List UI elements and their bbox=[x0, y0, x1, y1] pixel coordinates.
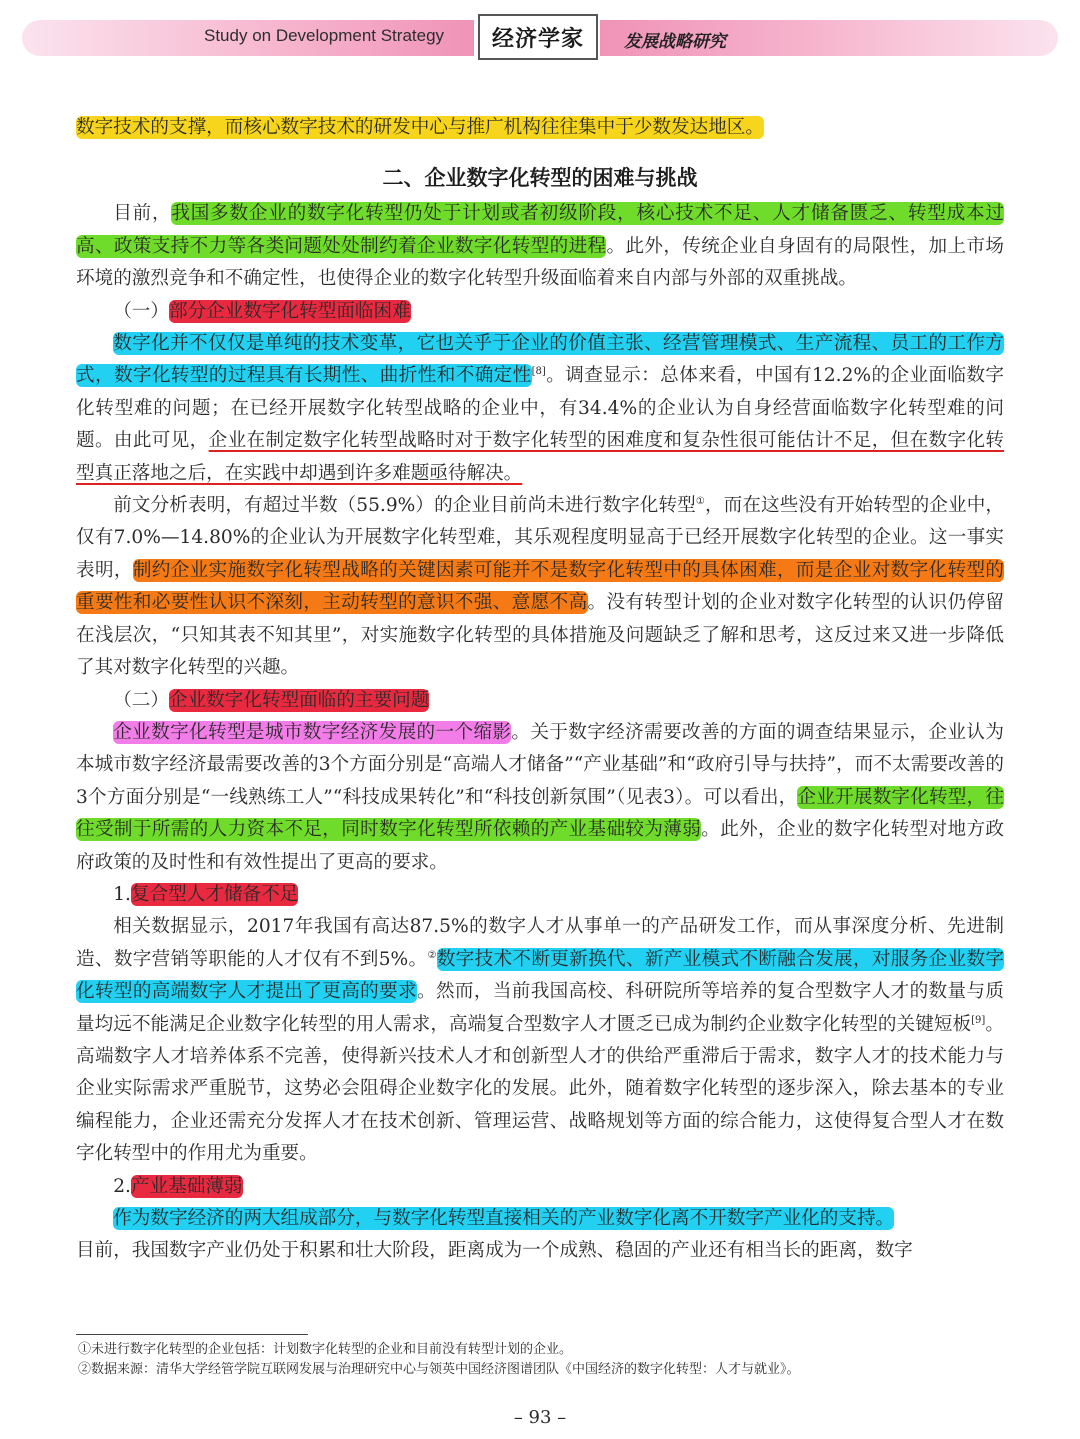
journal-name: 经济学家 bbox=[491, 26, 584, 52]
highlight-red: 产业基础薄弱 bbox=[130, 1175, 243, 1197]
highlight-cyan: 数字化并不仅仅是单纯的技术变革，它也关乎于企业的价值主张、经营管理模式、生产流程、员工的工作方式，数字化转型的过程具有长期性、曲折性和不确定性 bbox=[76, 333, 1004, 387]
text-run: 目前， bbox=[113, 203, 172, 225]
paragraph-2 bbox=[76, 328, 1004, 490]
text-run: 相关数据显示，2017年我国有高达87.5%的数字人才从事单一的产品研发工作，而从事深度分析、先进制造、数字营销等职能的人才仅有不到5%。 bbox=[76, 916, 1004, 970]
highlight-cyan: 作为数字经济的两大组成部分，与数字化转型直接相关的产业数字化离不开数字产业化的支持。 bbox=[113, 1208, 895, 1229]
highlight-pink: 企业数字化转型是城市数字经济发展的一个缩影 bbox=[113, 721, 512, 743]
highlight-red: 复合型人才储备不足 bbox=[130, 883, 299, 905]
highlight-red: 企业数字化转型面临的主要问题 bbox=[168, 689, 430, 711]
journal-logo bbox=[478, 14, 598, 60]
citation-ref: [9] bbox=[971, 1014, 986, 1026]
highlight-red: 部分企业数字化转型面临困难 bbox=[168, 300, 411, 322]
subsection-number: （一） bbox=[113, 300, 169, 322]
paragraph-3 bbox=[76, 490, 1004, 684]
footnote-ref: ① bbox=[695, 495, 705, 507]
citation-ref: [8] bbox=[531, 366, 546, 378]
highlight-green: 我国多数企业的数字化转型仍处于计划或者初级阶段，核心技术不足、人才储备匮乏、转型成本过高、政策支持不力等各类问题处处制约着企业数字化转型的进程 bbox=[76, 203, 1004, 257]
subsection-number: 2. bbox=[113, 1175, 131, 1197]
highlight-orange: 制约企业实施数字化转型战略的关键因素可能并不是数字化转型中的具体困难，而是企业对数字化转型的重要性和必要性认识不深刻，主动转型的意识不强、意愿不高 bbox=[76, 559, 1004, 614]
footnote-2: ②数据来源：清华大学经管学院互联网发展与治理研究中心与领英中国经济图谱团队《中国经济的数字化转型：人才与就业》。 bbox=[78, 1362, 800, 1377]
text-run: 。此外，传统企业自身固有的局限性，加上市场环境的激烈竞争和不确定性，也使得企业的数字化转型升级面临着来自内部与外部的双重挑战。 bbox=[76, 235, 1004, 290]
underlined-text: 企业在制定数字化转型战略时对于数字化转型的困难度和复杂性很可能估计不足，但在数字化转型真正落地之后，在实践中却遇到许多难题亟待解决。 bbox=[76, 430, 1004, 484]
subsection-heading-4 bbox=[76, 1171, 1004, 1203]
text-run: 。此外，企业的数字化转型对地方政府政策的及时性和有效性提出了更高的要求。 bbox=[76, 819, 1004, 873]
text-run: 前文分析表明，有超过半数（55.9%）的企业目前尚未进行数字化转型 bbox=[113, 495, 696, 517]
highlight-green: 企业开展数字化转型，往往受制于所需的人力资本不足，同时数字化转型所依赖的产业基础较为薄弱 bbox=[76, 786, 1004, 841]
paragraph-5 bbox=[76, 911, 1004, 1170]
page-number: – 93 – bbox=[513, 1407, 567, 1428]
text-run: 。然而，当前我国高校、科研院所等培养的复合型数字人才的数量与质量均远不能满足企业数字化转型的用人需求，高端复合型数字人才匮乏已成为制约企业数字化转型的关键短板 bbox=[76, 981, 1004, 1035]
footnote-1: ①未进行数字化转型的企业包括：计划数字化转型的企业和目前没有转型计划的企业。 bbox=[78, 1342, 573, 1357]
section-title: 二、企业数字化转型的困难与挑战 bbox=[382, 166, 698, 191]
header-column-name: 发展战略研究 bbox=[624, 32, 726, 52]
subsection-number: （二） bbox=[113, 689, 169, 711]
paragraph-4 bbox=[76, 717, 1004, 879]
page-header bbox=[0, 14, 1080, 60]
footnotes bbox=[78, 1340, 1008, 1380]
text-run: 。没有转型计划的企业对数字化转型的认识仍停留在浅层次，“只知其表不知其里”，对实施数字化转型的具体措施及问题缺乏了解和思考，这反过来又进一步降低了其对数字化转型的兴趣。 bbox=[76, 592, 1004, 679]
paragraph-1 bbox=[76, 198, 1004, 295]
paragraph-0 bbox=[76, 112, 1004, 144]
text-run: ，而在这些没有开始转型的企业中，仅有7.0%—14.80%的企业认为开展数字化转型难，其乐观程度明显高于已经开展数字化转型的企业。这一事实表明， bbox=[76, 495, 1004, 581]
subsection-heading-3 bbox=[76, 879, 1004, 911]
text-run: 。调查显示：总体来看，中国有12.2%的企业面临数字化转型难的问题；在已经开展数字化转型战略的企业中，有34.4%的企业认为自身经营面临数字化转型难的问题。由此可见， bbox=[76, 365, 1004, 452]
paragraph-6 bbox=[76, 1203, 1004, 1268]
highlight-cyan: 数字技术不断更新换代、新产业模式不断融合发展，对服务企业数字化转型的高端数字人才提出了更高的要求 bbox=[76, 948, 1004, 1003]
subsection-heading-2 bbox=[76, 685, 1004, 717]
subsection-heading-1 bbox=[76, 296, 1004, 328]
text-run: 。高端数字人才培养体系不完善，使得新兴技术人才和创新型人才的供给严重滞后于需求，数字人才的技术能力与企业实际需求严重脱节，这势必会阻碍企业数字化的发展。此外，随着数字化转型的逐步深入，除去基本的专业编程能力，企业还需充分发挥人才在技术创新、管理运营、战略规划等方面的综合能力，这使得复合型人才在数字化转型中的作用尤为重要。 bbox=[76, 1013, 1004, 1165]
text-run: 。关于数字经济需要改善的方面的调查结果显示，企业认为本城市数字经济最需要改善的3个方面分别是“高端人才储备”“产业基础”和“政府引导与扶持”，而不太需要改善的3个方面分别是“一线熟练工人”“科技成果转化”和“科技创新氛围”（见表3）。可以看出， bbox=[76, 721, 1004, 808]
subsection-number: 1. bbox=[113, 883, 131, 905]
footnote-divider bbox=[76, 1334, 308, 1335]
text-run: 目前，我国数字产业仍处于积累和壮大阶段，距离成为一个成熟、稳固的产业还有相当长的距离，数字 bbox=[76, 1240, 913, 1262]
footnote-ref: ② bbox=[427, 949, 437, 961]
highlight-yellow: 数字技术的支撑，而核心数字技术的研发中心与推广机构往往集中于少数发达地区。 bbox=[76, 117, 764, 138]
header-english-title: Study on Development Strategy bbox=[204, 26, 445, 45]
article-body bbox=[76, 112, 1004, 1268]
